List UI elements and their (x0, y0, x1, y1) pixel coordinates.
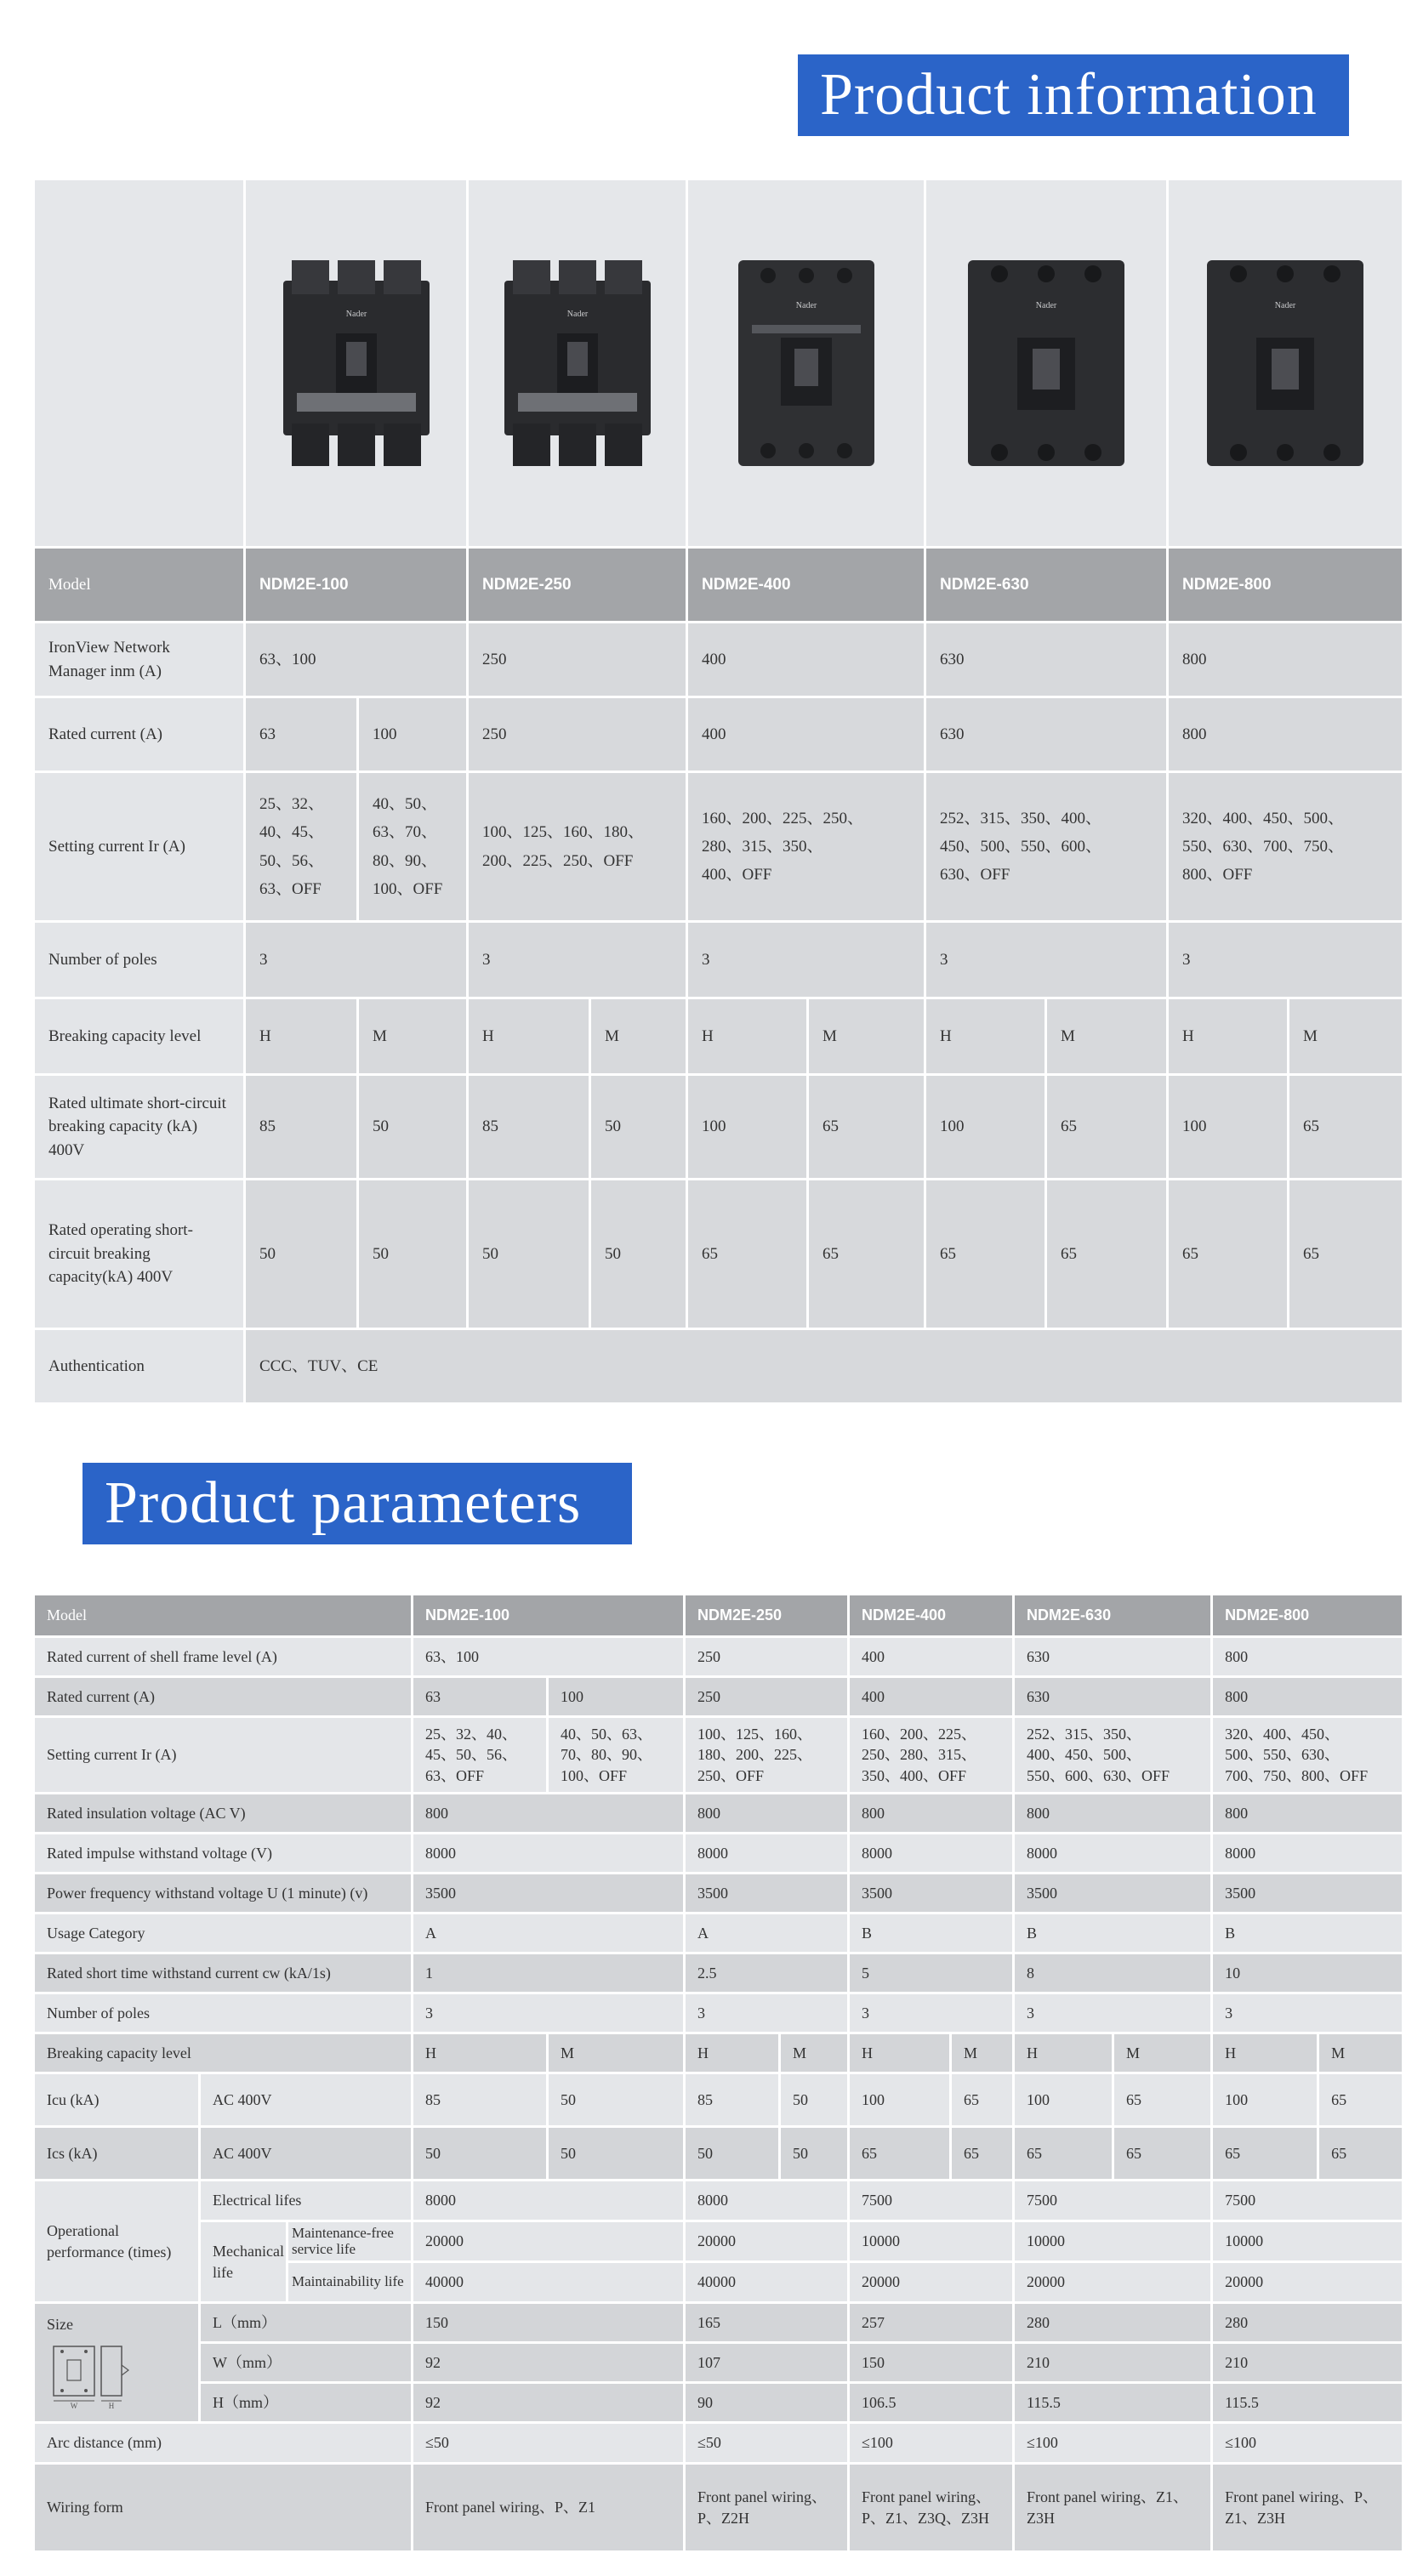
rated-current-label: Rated current (A) (34, 697, 245, 772)
cell-value: 20000 (1014, 2262, 1212, 2303)
icu-label: Icu (kA) (34, 2073, 200, 2127)
cell-value: 3500 (413, 1874, 685, 1914)
icu-sub-label: AC 400V (200, 2073, 413, 2127)
cell-value: 65 (1168, 1180, 1289, 1329)
cell-value: A (685, 1914, 849, 1953)
cell-value: 7500 (1014, 2181, 1212, 2221)
cell-value: 50 (413, 2127, 548, 2181)
arc-distance-label: Arc distance (mm) (34, 2423, 413, 2464)
cell-value: H (468, 998, 590, 1075)
cell-value: 65 (808, 1075, 925, 1180)
cell-value: 50 (780, 2127, 849, 2181)
cell-value: 106.5 (849, 2383, 1014, 2423)
inm-row (34, 623, 1403, 697)
cell-value: 250 (468, 697, 687, 772)
cell-value: 25、32、40、 45、50、56、 63、OFF (413, 1717, 548, 1794)
cell-value: 65 (1014, 2127, 1113, 2181)
cell-value: 100 (1168, 1075, 1289, 1180)
cell-value: 3500 (849, 1874, 1014, 1914)
cell-value: Front panel wiring、P、 Z1、Z3H (1212, 2464, 1403, 2552)
cell-value: 65 (951, 2073, 1014, 2127)
model-name: NDM2E-800 (1212, 1595, 1403, 1637)
svg-text:Nader: Nader (566, 310, 588, 319)
cell-value: H (413, 2033, 548, 2073)
mechanical-life-label: Mechanical life (200, 2221, 287, 2303)
cell-value: 100 (687, 1075, 808, 1180)
size-label: Size (47, 2316, 73, 2333)
cell-value: 63 (413, 1677, 548, 1717)
model-name: NDM2E-100 (413, 1595, 685, 1637)
cell-value: 50 (468, 1180, 590, 1329)
cell-value: 250 (685, 1637, 849, 1677)
svg-text:Nader: Nader (795, 301, 817, 310)
cell-value: 800 (849, 1794, 1014, 1834)
cell-value: 63、100 (245, 623, 468, 697)
ultimate-capacity-row (34, 1075, 1403, 1180)
cell-value: 400 (849, 1637, 1014, 1677)
cell-value: 90 (685, 2383, 849, 2423)
cell-value: 65 (687, 1180, 808, 1329)
cell-value: 3 (413, 1993, 685, 2033)
cell-value: 65 (1113, 2073, 1212, 2127)
cell-value: 252、315、350、 400、450、500、 550、600、630、OFF (1014, 1717, 1212, 1794)
cell-value: 50 (245, 1180, 358, 1329)
svg-text:H: H (108, 2402, 115, 2410)
inm-label: IronView Network Manager inm (A) (34, 623, 245, 697)
cell-value: 107 (685, 2343, 849, 2383)
cell-value: 630 (1014, 1637, 1212, 1677)
cell-value: 10 (1212, 1953, 1403, 1993)
maintainability-label: Maintainability life (287, 2262, 413, 2303)
authentication-row (34, 1329, 1403, 1404)
cell-value: 320、400、450、500、 550、630、700、750、 800、OFF (1168, 772, 1403, 922)
height-label: H（mm） (200, 2383, 413, 2423)
cell-value: 100 (1212, 2073, 1318, 2127)
cell-value: 2.5 (685, 1953, 849, 1993)
cell-value: H (687, 998, 808, 1075)
wiring-form-label: Wiring form (34, 2464, 413, 2552)
cell-value: 800 (1014, 1794, 1212, 1834)
cell-value: 115.5 (1212, 2383, 1403, 2423)
cell-value: 25、32、 40、45、 50、56、 63、OFF (245, 772, 358, 922)
cell-value: 50 (548, 2073, 685, 2127)
cell-value: 85 (685, 2073, 780, 2127)
cell-value: 20000 (1212, 2262, 1403, 2303)
cell-value: 800 (1212, 1677, 1403, 1717)
cell-value: Front panel wiring、P、Z1 (413, 2464, 685, 2552)
cell-value: H (245, 998, 358, 1075)
cell-value: 100 (548, 1677, 685, 1717)
cell-value: 20000 (685, 2221, 849, 2262)
operational-performance-label: Operational performance (times) (34, 2181, 200, 2303)
cell-value: 65 (1212, 2127, 1318, 2181)
cell-value: 100 (925, 1075, 1046, 1180)
cell-value: M (1318, 2033, 1403, 2073)
cell-value: 210 (1014, 2343, 1212, 2383)
cell-value: H (1168, 998, 1289, 1075)
cell-value: 8000 (1014, 1834, 1212, 1874)
cell-value: M (1113, 2033, 1212, 2073)
cell-value: 50 (358, 1180, 468, 1329)
cell-value: ≤50 (685, 2423, 849, 2464)
cell-value: 400 (849, 1677, 1014, 1717)
model-name: NDM2E-250 (468, 548, 687, 623)
electrical-life-label: Electrical lifes (200, 2181, 413, 2221)
cell-value: H (925, 998, 1046, 1075)
breaking-level-label: Breaking capacity level (34, 2033, 413, 2073)
cell-value: A (413, 1914, 685, 1953)
cell-value: 8000 (1212, 1834, 1403, 1874)
cell-value: 10000 (1212, 2221, 1403, 2262)
cell-value: 7500 (1212, 2181, 1403, 2221)
cell-value: 65 (849, 2127, 951, 2181)
cell-value: 400 (687, 623, 925, 697)
cell-value: 50 (358, 1075, 468, 1180)
cell-value: 257 (849, 2303, 1014, 2343)
cell-value: 3 (687, 922, 925, 998)
cell-value: B (1014, 1914, 1212, 1953)
cell-value: 800 (1168, 697, 1403, 772)
cell-value: 160、200、225、250、 280、315、350、 400、OFF (687, 772, 925, 922)
cell-value: 3 (468, 922, 687, 998)
model-label: Model (34, 548, 245, 623)
cell-value: 210 (1212, 2343, 1403, 2383)
poles-label: Number of poles (34, 922, 245, 998)
cell-value: 8000 (685, 2181, 849, 2221)
cell-value: 280 (1212, 2303, 1403, 2343)
cell-value: 50 (685, 2127, 780, 2181)
rated-current-row (34, 697, 1403, 772)
cell-value: 63 (245, 697, 358, 772)
rated-current-label: Rated current (A) (34, 1677, 413, 1717)
cell-value: Front panel wiring、 P、Z2H (685, 2464, 849, 2552)
cell-value: 65 (1318, 2073, 1403, 2127)
cell-value: 400 (687, 697, 925, 772)
cell-value: 1 (413, 1953, 685, 1993)
cell-value: 280 (1014, 2303, 1212, 2343)
poles-row (34, 922, 1403, 998)
usage-category-label: Usage Category (34, 1914, 413, 1953)
cell-value: 250 (468, 623, 687, 697)
cell-value: 800 (1212, 1637, 1403, 1677)
cell-value: H (849, 2033, 951, 2073)
cell-value: 3 (1014, 1993, 1212, 2033)
cell-value: 150 (849, 2343, 1014, 2383)
cell-value: 100、125、160、 180、200、225、 250、OFF (685, 1717, 849, 1794)
svg-text:Nader: Nader (1035, 301, 1057, 310)
cell-value: B (849, 1914, 1014, 1953)
cell-value: 3500 (1014, 1874, 1212, 1914)
cell-value: 630 (925, 623, 1168, 697)
cell-value: 160、200、225、 250、280、315、 350、400、OFF (849, 1717, 1014, 1794)
cell-value: 165 (685, 2303, 849, 2343)
cell-value: 65 (1289, 1180, 1403, 1329)
setting-current-label: Setting current Ir (A) (34, 772, 245, 922)
cell-value: M (1046, 998, 1168, 1075)
cell-value: 50 (590, 1180, 687, 1329)
cell-value: 3 (685, 1993, 849, 2033)
frame-label: Rated current of shell frame level (A) (34, 1637, 413, 1677)
product-image-100 (245, 179, 468, 548)
setting-current-label: Setting current Ir (A) (34, 1717, 413, 1794)
cell-value: CCC、TUV、CE (245, 1329, 1403, 1404)
cell-value: 3 (925, 922, 1168, 998)
cell-value: M (780, 2033, 849, 2073)
cell-value: 150 (413, 2303, 685, 2343)
cell-value: 65 (1289, 1075, 1403, 1180)
cell-value: 5 (849, 1953, 1014, 1993)
breaker-image-800 (1200, 257, 1370, 469)
cell-value: M (951, 2033, 1014, 2073)
poles-label: Number of poles (34, 1993, 413, 2033)
breaking-level-row (34, 998, 1403, 1075)
cell-value: 8000 (413, 1834, 685, 1874)
product-image-250 (468, 179, 687, 548)
cell-value: 40、50、 63、70、 80、90、 100、OFF (358, 772, 468, 922)
cell-value: 100 (1014, 2073, 1113, 2127)
model-name: NDM2E-800 (1168, 548, 1403, 623)
cell-value: 40000 (685, 2262, 849, 2303)
svg-text:Nader: Nader (1274, 301, 1296, 310)
insulation-voltage-label: Rated insulation voltage (AC V) (34, 1794, 413, 1834)
model-name: NDM2E-630 (1014, 1595, 1212, 1637)
product-information-banner: Product information (798, 54, 1349, 136)
cell-value: 50 (780, 2073, 849, 2127)
cell-value: 800 (1212, 1794, 1403, 1834)
model-name: NDM2E-630 (925, 548, 1168, 623)
cell-value: 250 (685, 1677, 849, 1717)
product-parameters-table (32, 1593, 1404, 2553)
cell-value: 65 (951, 2127, 1014, 2181)
cell-value: 320、400、450、 500、550、630、 700、750、800、OFF (1212, 1717, 1403, 1794)
cell-value: 40000 (413, 2262, 685, 2303)
cell-value: 85 (468, 1075, 590, 1180)
cell-value: 65 (1046, 1075, 1168, 1180)
cell-value: ≤50 (413, 2423, 685, 2464)
cell-value: 8 (1014, 1953, 1212, 1993)
cell-value: ≤100 (1212, 2423, 1403, 2464)
cell-value: 100 (849, 2073, 951, 2127)
cell-value: 8000 (685, 1834, 849, 1874)
cell-value: 800 (1168, 623, 1403, 697)
svg-text:Nader: Nader (345, 310, 367, 319)
authentication-label: Authentication (34, 1329, 245, 1404)
cell-value: 85 (413, 2073, 548, 2127)
cell-value: 65 (808, 1180, 925, 1329)
breaker-image-100 (280, 257, 433, 469)
cell-value: 20000 (849, 2262, 1014, 2303)
cell-value: 8000 (413, 2181, 685, 2221)
cell-value: M (1289, 998, 1403, 1075)
cell-value: 3 (849, 1993, 1014, 2033)
cell-value: 8000 (849, 1834, 1014, 1874)
cell-value: 63、100 (413, 1637, 685, 1677)
cell-value: 65 (1318, 2127, 1403, 2181)
ics-sub-label: AC 400V (200, 2127, 413, 2181)
cell-value: M (548, 2033, 685, 2073)
cell-value: 3 (1212, 1993, 1403, 2033)
cell-value: 50 (590, 1075, 687, 1180)
breaker-image-250 (501, 257, 654, 469)
image-row-label (34, 179, 245, 548)
breaker-image-400 (730, 257, 883, 469)
cell-value: 100 (358, 697, 468, 772)
product-image-800 (1168, 179, 1403, 548)
cell-value: 92 (413, 2383, 685, 2423)
ultimate-capacity-label: Rated ultimate short-circuit breaking capacity (kA) 400V (34, 1075, 245, 1180)
cell-value: M (808, 998, 925, 1075)
cell-value: M (590, 998, 687, 1075)
length-label: L（mm） (200, 2303, 413, 2343)
breaking-level-label: Breaking capacity level (34, 998, 245, 1075)
product-parameters-banner: Product parameters (83, 1463, 632, 1544)
product-image-400 (687, 179, 925, 548)
cell-value: 92 (413, 2343, 685, 2383)
cell-value: 800 (685, 1794, 849, 1834)
cell-value: 10000 (1014, 2221, 1212, 2262)
cell-value: 3 (245, 922, 468, 998)
cell-value: 7500 (849, 2181, 1014, 2221)
cell-value: 100、125、160、180、 200、225、250、OFF (468, 772, 687, 922)
cell-value: ≤100 (849, 2423, 1014, 2464)
operating-capacity-row (34, 1180, 1403, 1329)
maintenance-free-label: Maintenance-free service life (287, 2221, 413, 2262)
cell-value: 20000 (413, 2221, 685, 2262)
dimension-diagram-icon (47, 2341, 149, 2409)
cell-value: 3 (1168, 922, 1403, 998)
cell-value: 85 (245, 1075, 358, 1180)
cell-value: 3500 (1212, 1874, 1403, 1914)
cell-value: 252、315、350、400、 450、500、550、600、 630、OFF (925, 772, 1168, 922)
cell-value: H (685, 2033, 780, 2073)
svg-text:W: W (70, 2402, 78, 2410)
power-frequency-label: Power frequency withstand voltage U (1 minute) (v) (34, 1874, 413, 1914)
cell-value: 3500 (685, 1874, 849, 1914)
product-image-630 (925, 179, 1168, 548)
cell-value: B (1212, 1914, 1403, 1953)
short-time-current-label: Rated short time withstand current cw (kA/1s) (34, 1953, 413, 1993)
cell-value: 65 (925, 1180, 1046, 1329)
cell-value: Front panel wiring、Z1、 Z3H (1014, 2464, 1212, 2552)
cell-value: 115.5 (1014, 2383, 1212, 2423)
model-name: NDM2E-400 (849, 1595, 1014, 1637)
cell-value: 65 (1113, 2127, 1212, 2181)
operating-capacity-label: Rated operating short-circuit breaking capacity(kA) 400V (34, 1180, 245, 1329)
cell-value: 630 (1014, 1677, 1212, 1717)
width-label: W（mm） (200, 2343, 413, 2383)
cell-value: H (1014, 2033, 1113, 2073)
ics-label: Ics (kA) (34, 2127, 200, 2181)
cell-value: 50 (548, 2127, 685, 2181)
cell-value: Front panel wiring、 P、Z1、Z3Q、Z3H (849, 2464, 1014, 2552)
model-label: Model (34, 1595, 413, 1637)
size-cell (34, 2303, 200, 2423)
impulse-voltage-label: Rated impulse withstand voltage (V) (34, 1834, 413, 1874)
model-name: NDM2E-100 (245, 548, 468, 623)
cell-value: 800 (413, 1794, 685, 1834)
breaker-image-630 (961, 257, 1131, 469)
cell-value: ≤100 (1014, 2423, 1212, 2464)
cell-value: 65 (1046, 1180, 1168, 1329)
product-information-table (32, 178, 1404, 1405)
cell-value: 40、50、63、 70、80、90、 100、OFF (548, 1717, 685, 1794)
model-name: NDM2E-250 (685, 1595, 849, 1637)
model-row (34, 548, 1403, 623)
cell-value: H (1212, 2033, 1318, 2073)
cell-value: 10000 (849, 2221, 1014, 2262)
model-name: NDM2E-400 (687, 548, 925, 623)
cell-value: 630 (925, 697, 1168, 772)
setting-current-row (34, 772, 1403, 922)
cell-value: M (358, 998, 468, 1075)
